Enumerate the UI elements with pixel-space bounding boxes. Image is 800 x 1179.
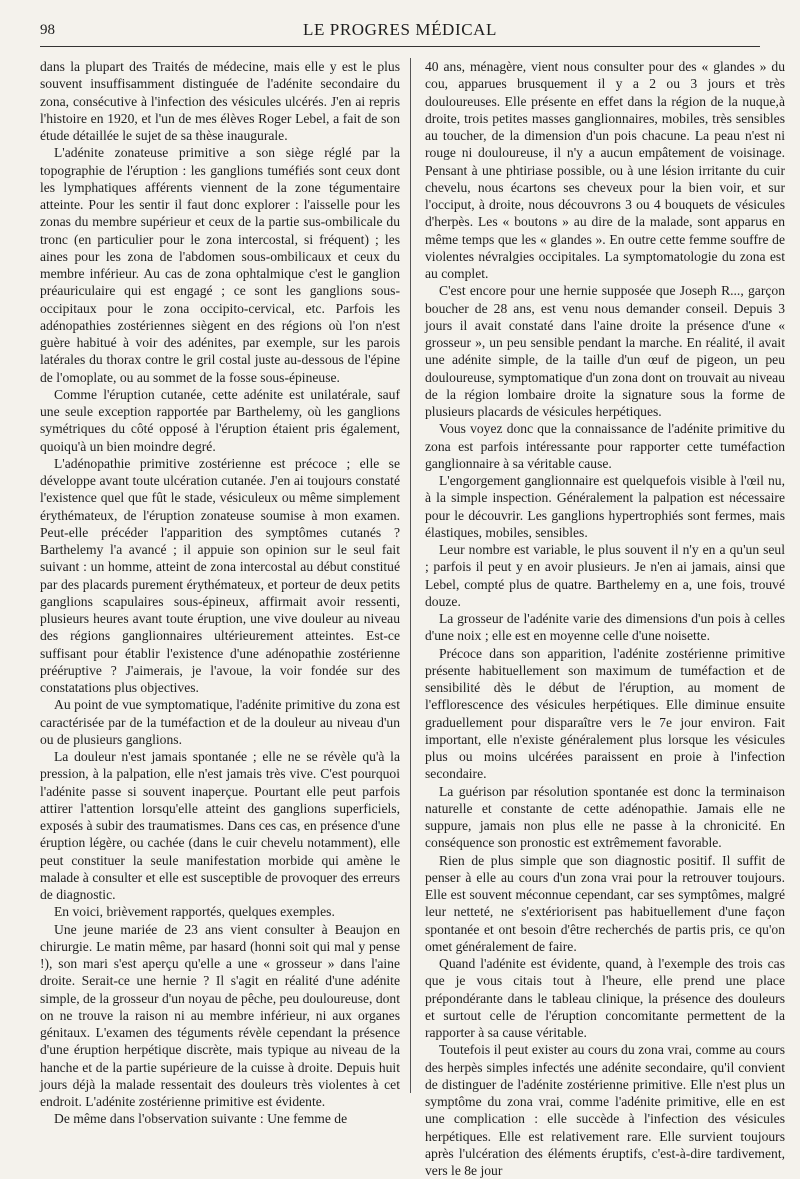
paragraph: Vous voyez donc que la connaissance de l'adénite primitive du zona est parfois intéressante pour rapporter cette tuméfaction ganglionnaire à sa véritable cause. [425, 421, 785, 471]
paragraph: Au point de vue symptomatique, l'adénite primitive du zona est caractérisée par de la tuméfaction et de la douleur au niveau d'un ou de plusieurs ganglions. [40, 697, 400, 747]
left-column [40, 58, 400, 1127]
right-column [425, 58, 785, 1178]
paragraph: 40 ans, ménagère, vient nous consulter pour des « glandes » du cou, apparues brusquement il y a 2 ou 3 jours et très douloureuses. Elle présente en effet dans la région de la nuque,à droite, trois petites masses ganglionnaires, mobiles, très sensibles au toucher, de la dimension d'un pois chacune. La peau n'est ni rouge ni douloureuse, il n'y a aucun empâtement de voisinage. Pensant à une phtiriase possible, ou à une lésion irritante du cuir chevelu, nous écartons ses cheveux pour la bien voir, et sur l'occiput, à droite, nous découvrons 3 ou 4 bouquets de vésicules d'herpès. Les « boutons » au dire de la malade, sont apparus en même temps que les « glandes ». En outre cette femme souffre de violentes névralgies occipitales. La symptomatologie du zona est au complet. [425, 59, 785, 281]
paragraph: La grosseur de l'adénite varie des dimensions d'un pois à celles d'une noix ; elle est en moyenne celle d'une noisette. [425, 611, 785, 644]
paragraph: Rien de plus simple que son diagnostic positif. Il suffit de penser à elle au cours d'un zona vrai pour la retrouver toujours. Elle est souvent méconnue cependant, car ses symptômes, malgré leur netteté, ne s'extériorisent pas habituellement d'une façon spontanée et ont besoin d'être recherchés de partis pris, ce qu'on omet généralement de faire. [425, 852, 785, 954]
paragraph: Une jeune mariée de 23 ans vient consulter à Beaujon en chirurgie. Le matin même, par hasard (honni soit qui mal y pense !), son mari s'est aperçu qu'elle a une « grosseur » dans l'aine droite. Serait-ce une hernie ? Il s'agit en réalité d'une adénite simple, de la grosseur d'un noyau de pêche, peu douloureuse, dont on ne trouve la raison ni au membre inférieur, ni aux organes génitaux. L'examen des téguments révèle cependant la présence d'une éruption herpétique discrète, mais typique au niveau de la hanche et de la partie supérieure de la cuisse à droite. Depuis huit jours déjà la malade ressentait des douleurs très violentes à cet endroit. L'adénite zostérienne primitive est évidente. [40, 921, 400, 1109]
paragraph: Toutefois il peut exister au cours du zona vrai, comme au cours des herpès simples infectés une adénite secondaire, qu'il convient de distinguer de l'adénite zostérienne primitive. Elle n'est plus un symptôme du zona vrai, comme l'adénite primitive, elle en est une complication : elle succède à l'infection des vésicules herpétiques. Elle est relativement rare. Elle survient toujours après l'ulcération des éléments éruptifs, c'est-à-dire tardivement, vers le 8e jour [425, 1042, 785, 1178]
paragraph: Précoce dans son apparition, l'adénite zostérienne primitive présente habituellement son maximum de tuméfaction et de sensibilité dès le début de l'éruption, au moment de l'efflorescence des vésicules herpétiques. Elle diminue ensuite graduellement pour disparaître vers le 7e jour environ. Fait important, elle n'existe généralement plus lorsque les vésicules plus ou moins ulcérées paraissent en proie à l'infection secondaire. [425, 645, 785, 782]
paragraph: L'adénite zonateuse primitive a son siège réglé par la topographie de l'éruption : les ganglions tuméfiés sont ceux dont les lymphatiques afférents viennent de la zone tégumentaire atteinte. Pour les sentir il faut donc explorer : l'aisselle pour les zonas du membre supérieur et ceux de la partie sus-ombilicale du tronc (en particulier pour le zona intercostal, si fréquent) ; les aines pour les zona de l'abdomen sous-ombilicaux et ceux du membre inférieur. Au cas de zona ophtalmique c'est le ganglion préauriculaire qui est engagé ; ce sont les ganglions sous-occipitaux pour le zona occipito-cervical, etc. Parfois les adénopathies zostériennes siègent en des régions où l'on n'est guère habitué à voir des adénites, par exemple, sur les parois latérales du thorax contre le gril costal juste au-dessous de l'épine de l'omoplate, ou au sommet de la fosse sous-épineuse. [40, 145, 400, 385]
header-rule [40, 46, 760, 47]
paragraph: L'adénopathie primitive zostérienne est précoce ; elle se développe avant toute ulcération cutanée. J'en ai toujours constaté l'existence quel que fût le stade, vésiculeux ou même simplement érythémateux, de l'éruption zonateuse soumise à mon examen. Peut-elle précéder l'apparition des symptômes cutanés ? Barthelemy l'a avancé ; il appuie son opinion sur le seul fait suivant : un homme, atteint de zona intercostal au début constitué par des placards purement érythémateux, et porteur de deux petits ganglions scapulaires sous-épineux, affirmait avoir ressenti, plusieurs heures avant toute éruption, une vive douleur au niveau des régions ganglionnaires ultérieurement atteintes. Est-ce suffisant pour établir l'existence d'une adénopathie zostérienne prééruptive ? J'aimerais, je l'avoue, la voir fondée sur des constatations plus objectives. [40, 455, 400, 695]
paragraph: C'est encore pour une hernie supposée que Joseph R..., garçon boucher de 28 ans, est venu nous demander conseil. Depuis 3 jours il avait constaté dans l'aine droite la présence d'une « grosseur », un peu sensible pendant la marche. En réalité, il avait une adénite simple, de la taille d'un œuf de pigeon, un peu douloureuse, symptomatique d'un zona dont on trouvait au niveau de la région lombaire droite la signature sous la forme de plusieurs placards de vésicules herpétiques. [425, 283, 785, 419]
journal-title: LE PROGRES MÉDICAL [302, 20, 498, 39]
paragraph: La guérison par résolution spontanée est donc la terminaison naturelle et constante de cette adénopathie. Jamais elle ne suppure, jamais non plus elle ne passe à la chronicité. En conséquence son pronostic est extrêmement favorable. [425, 783, 785, 851]
paragraph: L'engorgement ganglionnaire est quelquefois visible à l'œil nu, à la simple inspection. Généralement la palpation est nécessaire pour le découvrir. Les ganglions hypertrophiés sont fermes, mais élastiques, mobiles, sensibles. [425, 473, 785, 540]
paragraph: La douleur n'est jamais spontanée ; elle ne se révèle qu'à la pression, à la palpation, elle n'est jamais très vive. C'est pourquoi l'adénite passe si souvent inaperçue. Pourtant elle peut parfois attirer l'attention lorsqu'elle atteint des ganglions superficiels, exposés à subir des traumatismes. Dans ces cas, en présence d'une éruption légère, ou cachée (dans le cuir chevelu notamment), elle peut constituer la seule manifestation morbide qui amène le malade à consulter et elle est susceptible de provoquer des erreurs de diagnostic. [40, 749, 400, 902]
page-header [40, 20, 760, 46]
paragraph: Leur nombre est variable, le plus souvent il n'y en a qu'un seul ; parfois il peut y en avoir plusieurs. Je n'en ai jamais, ainsi que Lebel, compté plus de quatre. Barthelemy en a, une fois, trouvé douze. [425, 542, 785, 609]
paragraph: En voici, brièvement rapportés, quelques exemples. [54, 904, 335, 920]
paragraph: De même dans l'observation suivante : Une femme de [54, 1111, 348, 1127]
paragraph: Comme l'éruption cutanée, cette adénite est unilatérale, sauf une seule exception rapportée par Barthelemy, où les ganglions symétriques du côté opposé à l'éruption étaient pris également, quoiqu'à un bien moindre degré. [40, 386, 400, 454]
page-number: 98 [40, 22, 55, 38]
paragraph: dans la plupart des Traités de médecine, mais elle y est le plus souvent insuffisamment distinguée de l'adénite secondaire du zona, consécutive à l'infection des vésicules ulcérés. J'en ai repris l'histoire en 1920, et l'un de mes élèves Roger Lebel, a fait de son étude détaillée le sujet de sa thèse inaugurale. [40, 59, 400, 143]
column-divider [410, 58, 411, 1093]
paragraph: Quand l'adénite est évidente, quand, à l'exemple des trois cas que je vous citais tout à l'heure, elle prend une place prépondérante dans le tableau clinique, la présence des douleurs et surtout celle de l'éruption concomitante permettent de la rapporter à sa cause véritable. [425, 956, 785, 1040]
